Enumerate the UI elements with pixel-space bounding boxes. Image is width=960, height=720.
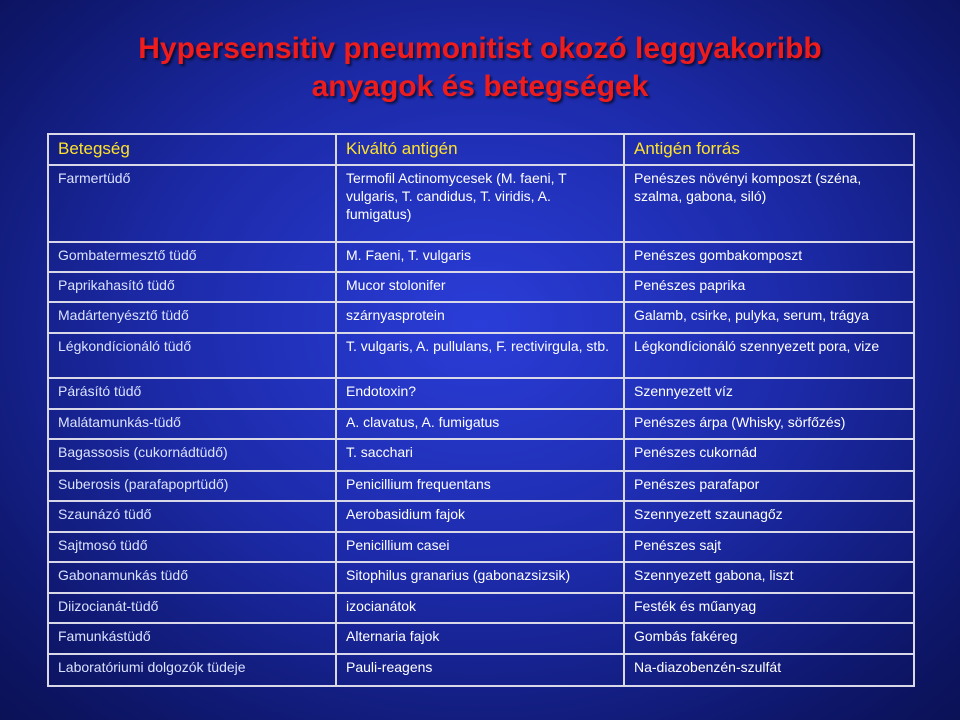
cell-source: Szennyezett gabona, liszt (624, 562, 914, 593)
cell-source: Penészes cukornád (624, 439, 914, 470)
table-row (48, 471, 914, 501)
cell-disease: Madártenyésztő tüdő (48, 302, 336, 333)
cell-source: Na-diazobenzén-szulfát (624, 654, 914, 686)
cell-disease: Malátamunkás-tüdő (48, 409, 336, 439)
title-line-2: anyagok és betegségek (311, 70, 649, 103)
cell-antigen: Alternaria fajok (336, 623, 624, 654)
table-row (48, 409, 914, 439)
cell-source: Galamb, csirke, pulyka, serum, trágya (624, 302, 914, 333)
slide-title (0, 30, 960, 106)
cell-disease: Diizocianát-tüdő (48, 593, 336, 623)
table-row (48, 333, 914, 378)
cell-antigen: Endotoxin? (336, 378, 624, 409)
table-row (48, 501, 914, 532)
cell-antigen: Penicillium frequentans (336, 471, 624, 501)
table-row (48, 562, 914, 593)
cell-source: Festék és műanyag (624, 593, 914, 623)
cell-disease: Szaunázó tüdő (48, 501, 336, 532)
header-source: Antigén forrás (624, 134, 914, 165)
cell-disease: Gabonamunkás tüdő (48, 562, 336, 593)
table-header-row (48, 134, 914, 165)
cell-antigen: izocianátok (336, 593, 624, 623)
table-row (48, 272, 914, 302)
table-row (48, 378, 914, 409)
table-row (48, 532, 914, 562)
cell-source: Penészes paprika (624, 272, 914, 302)
cell-disease: Famunkástüdő (48, 623, 336, 654)
cell-antigen: Penicillium casei (336, 532, 624, 562)
table-row (48, 439, 914, 470)
header-antigen: Kiváltó antigén (336, 134, 624, 165)
cell-disease: Bagassosis (cukornádtüdő) (48, 439, 336, 470)
cell-disease: Laboratóriumi dolgozók tüdeje (48, 654, 336, 686)
cell-source: Penészes gombakomposzt (624, 242, 914, 272)
cell-disease: Farmertüdő (48, 165, 336, 242)
table-row (48, 654, 914, 686)
cell-disease: Paprikahasító tüdő (48, 272, 336, 302)
table-row (48, 623, 914, 654)
cell-disease: Sajtmosó tüdő (48, 532, 336, 562)
cell-disease: Légkondícionáló tüdő (48, 333, 336, 378)
cell-source: Légkondícionáló szennyezett pora, vize (624, 333, 914, 378)
cell-disease: Suberosis (parafapoprtüdő) (48, 471, 336, 501)
cell-source: Szennyezett szaunagőz (624, 501, 914, 532)
cell-antigen: T. sacchari (336, 439, 624, 470)
table-row (48, 165, 914, 242)
cell-antigen: M. Faeni, T. vulgaris (336, 242, 624, 272)
cell-source: Penészes parafapor (624, 471, 914, 501)
cell-disease: Párásító tüdő (48, 378, 336, 409)
cell-antigen: Pauli-reagens (336, 654, 624, 686)
table-row (48, 242, 914, 272)
header-disease: Betegség (48, 134, 336, 165)
cell-disease: Gombatermesztő tüdő (48, 242, 336, 272)
cell-source: Penészes sajt (624, 532, 914, 562)
cell-source: Penészes árpa (Whisky, sörfőzés) (624, 409, 914, 439)
table-row (48, 302, 914, 333)
cell-antigen: A. clavatus, A. fumigatus (336, 409, 624, 439)
cell-antigen: Mucor stolonifer (336, 272, 624, 302)
cell-source: Penészes növényi komposzt (széna, szalma, gabona, siló) (624, 165, 914, 242)
cell-antigen: szárnyasprotein (336, 302, 624, 333)
cell-antigen: Aerobasidium fajok (336, 501, 624, 532)
cell-source: Gombás fakéreg (624, 623, 914, 654)
title-line-1: Hypersensitiv pneumonitist okozó leggyakoribb (138, 32, 822, 65)
table-row (48, 593, 914, 623)
disease-antigen-table (47, 133, 915, 687)
cell-antigen: Sitophilus granarius (gabonazsizsik) (336, 562, 624, 593)
cell-antigen: T. vulgaris, A. pullulans, F. rectivirgula, stb. (336, 333, 624, 378)
cell-antigen: Termofil Actinomycesek (M. faeni, T vulgaris, T. candidus, T. viridis, A. fumigatus) (336, 165, 624, 242)
cell-source: Szennyezett víz (624, 378, 914, 409)
